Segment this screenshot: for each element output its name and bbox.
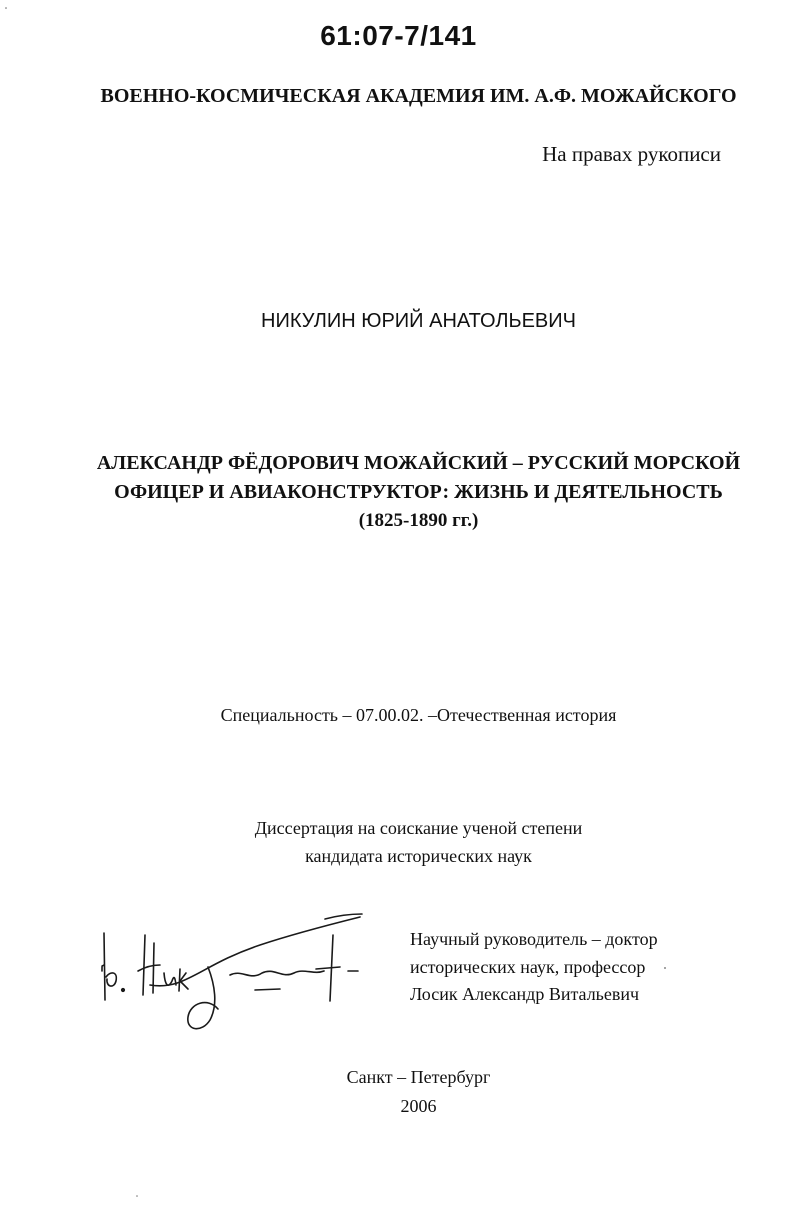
institution-name: ВОЕННО-КОСМИЧЕСКАЯ АКАДЕМИЯ ИМ. А.Ф. МОЖАЙСКОГО [100, 85, 737, 107]
signature-strokes [102, 914, 362, 1029]
author-name: НИКУЛИН ЮРИЙ АНАТОЛЬЕВИЧ [261, 310, 576, 332]
city-name: Санкт – Петербург [346, 1067, 491, 1087]
advisor-line: Научный руководитель – доктор [410, 929, 658, 949]
specialty-line: Специальность – 07.00.02. –Отечественная история [220, 705, 617, 725]
degree-line: кандидата исторических наук [305, 846, 532, 866]
publication-year: 2006 [400, 1096, 437, 1116]
manuscript-rights: На правах рукописи [542, 142, 721, 166]
handwritten-signature [90, 905, 380, 1040]
degree-line: Диссертация на соискание ученой степени [254, 818, 583, 838]
catalog-number: 61:07-7/141 [320, 20, 477, 51]
dissertation-title-line: АЛЕКСАНДР ФЁДОРОВИЧ МОЖАЙСКИЙ – РУССКИЙ МОРСКОЙ [96, 452, 741, 474]
advisor-line: исторических наук, профессор [410, 957, 646, 977]
advisor-line: Лосик Александр Витальевич [410, 984, 640, 1004]
dissertation-title-line: ОФИЦЕР И АВИАКОНСТРУКТОР: ЖИЗНЬ И ДЕЯТЕЛЬНОСТЬ [114, 481, 723, 503]
dissertation-title-years: (1825-1890 гг.) [358, 510, 479, 531]
